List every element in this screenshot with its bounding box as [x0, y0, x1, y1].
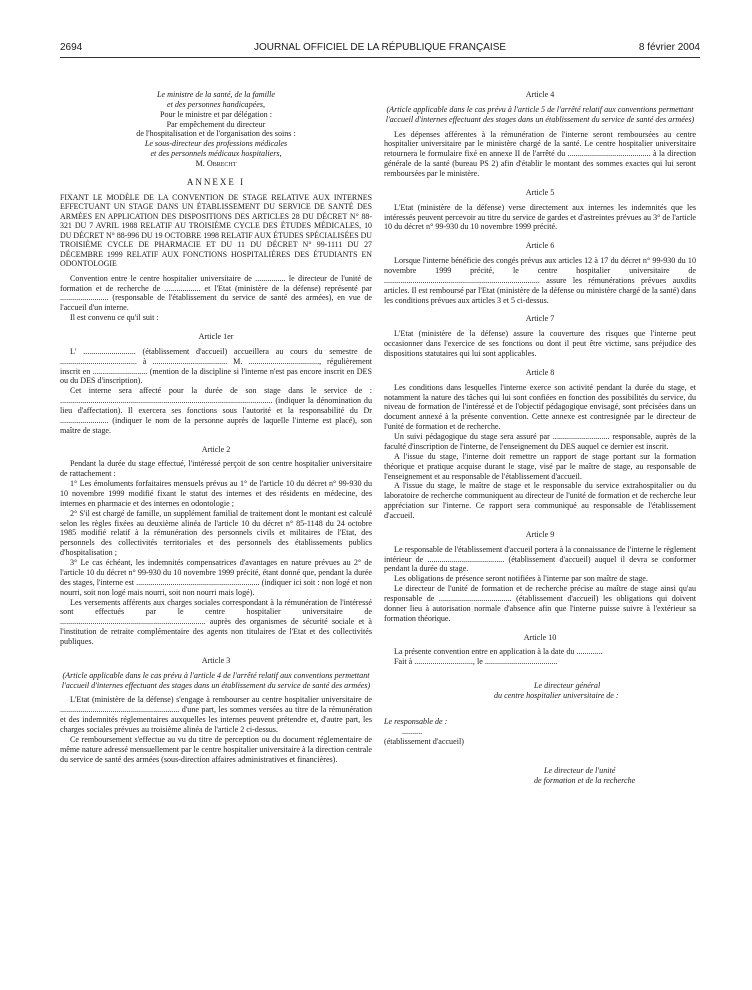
article-title: Article 5 [525, 187, 555, 197]
paragraph: Il est convenu ce qu'il suit : [70, 313, 159, 323]
signature-line: Le sous-directeur des professions médicales [144, 139, 288, 149]
paragraph: Les dépenses afférentes à la rémunération de l'interne seront remboursées au centre hospitalier universitaire par le ministère chargé de la santé. Le centre hospitalier universitaire retournera le formulaire fixé en annexe II de l'arrêté du ......................................... à la direction générale de la santé (bureau PS 2) afin d'établir le montant des sommes exactes qui lui seront remboursées par le ministère. [384, 129, 696, 179]
paragraph: L'Etat (ministère de la défense) s'engage à rembourser au centre hospitalier universitaire de ........................................................... d'une part, les sommes versées au titre de la rémunération et des indemnités réglementaires auxquelles les internes peuvent prétendre et, d'autre part, les charges sociales prévues au troisième alinéa de l'article 2 ci-dessus. [60, 695, 372, 734]
paragraph: L'Etat (ministère de la défense) verse directement aux internes les indemnités que les intéressés peuvent percevoir au titre du service de gardes et d'astreintes prévues au 3° de l'article 10 du décret n° 99-930 du 10 novembre 1999 précité. [384, 202, 697, 232]
signature-line: Pour le ministre et par délégation : [160, 109, 272, 119]
header-rule [60, 57, 700, 58]
paragraph: 1° Les émoluments forfaitaires mensuels prévus au 1° de l'article 10 du décret n° 99-930 du 10 novembre 1999 modifié fixant le statut des internes et des résidents en médecine, des internes en pharmacie et des internes en odontologie ; [60, 479, 372, 508]
paragraph: Ce remboursement s'effectue au vu du titre de perception ou du document réglementaire de même nature adressé mensuellement par le centre hospitalier universitaire à la direction centrale du service de santé des armées (sous-direction affaires administratives et financières). [60, 734, 372, 764]
annexe-title: FIXANT LE MODÈLE DE LA CONVENTION DE STAGE RELATIVE AUX INTERNES EFFECTUANT UN STAGE DANS UN ÉTABLISSEMENT DU SERVICE DE SANTÉ DES ARMÉES EN APPLICATION DES DISPOSITIONS DES ARTICLES 28 DU DÉCRET N° 88-321 DU 7 AVRIL 1988 RELATIF AU TROISIÈME CYCLE DES ÉTUDES MÉDICALES, 10 DU DÉCRET N° 88-996 DU 19 OCTOBRE 1998 RELATIF AUX ÉTUDES SPÉCIALISÉES DU TROISIÈME CYCLE DE PHARMACIE ET DU 11 DU DÉCRET N° 99-1111 DU 27 DÉCEMBRE 1999 RELATIF AUX FONCTIONS HOSPITALIÈRES DES ÉTUDIANTS EN ODONTOLOGIE [60, 192, 372, 269]
signature-line: Par empêchement du directeur [166, 119, 266, 129]
signature-line: Le responsable de : [384, 716, 448, 726]
signature-line: du centre hospitalier universitaire de : [494, 690, 619, 700]
right-column [384, 90, 696, 786]
signature-line: Le directeur général [534, 681, 601, 691]
signatory-name: M. Obrecht [195, 159, 237, 169]
article-title: Article 9 [525, 529, 555, 539]
article-title: Article 8 [525, 367, 555, 377]
page-header [60, 42, 700, 56]
paragraph: Pendant la durée du stage effectué, l'intéressé perçoit de son centre hospitalier universitaire de rattachement : [60, 459, 372, 479]
article-title: Article 7 [525, 314, 555, 324]
paragraph: Un suivi pédagogique du stage sera assuré par ............................ responsable, auprès de la faculté d'inscription de l'interne, de l'enseignement du DES auquel ce dernier est inscrit. [384, 432, 696, 451]
article-title: Article 4 [525, 90, 555, 99]
signature-line: et des personnes handicapées, [166, 99, 265, 109]
signature-blank: .......... [402, 726, 423, 736]
article-title: Article 10 [523, 632, 557, 642]
signature-line: (établissement d'accueil) [384, 736, 464, 746]
journal-title: JOURNAL OFFICIEL DE LA RÉPUBLIQUE FRANÇAISE [253, 42, 507, 53]
paragraph: Cet interne sera affecté pour la durée de son stage dans le service de : ......................................................................................................... (indiquer la dénomination du lieu d'affectation). Il exercera ses fonctions sous l'autorité et la responsabilité du Dr ........................ (indiquer le nom de la personne auprès de laquelle l'interne est placé), son maître de stage. [60, 386, 372, 435]
paragraph: Les conditions dans lesquelles l'interne exerce son activité pendant la durée du stage, et notamment la nature des tâches qui lui sont confiées en fonction des possibilités du service, du niveau de formation de l'intéressé et de l'objectif pédagogique envisagé, sont précisées dans un document annexé à la présente convention. Cette annexe est contresignée par le directeur de l'unité de formation et de recherche. [384, 382, 696, 432]
paragraph: Les versements afférents aux charges sociales correspondant à la rémunération de l'intéressé sont effectués par le centre hospitalier universitaire de ........................................................................ auprès des organismes de sécurité sociale et à l'institution de retraite complémentaire des agents non titulaires de l'Etat et des collectivités publiques. [60, 597, 372, 646]
left-column [60, 90, 372, 764]
paragraph: L'Etat (ministère de la défense) assure la couverture des risques que l'interne peut occasionner dans l'exercice de ses fonctions ou dont il peut être victime, sans préjudice des dispositions statutaires qui lui sont applicables. [384, 329, 696, 359]
paragraph: A l'issue du stage, l'interne doit remettre un rapport de stage portant sur la formation théorique et pratique acquise durant le stage, visé par le maître de stage, au responsable de l'enseignement et au responsable de l'établissement d'accueil. [384, 451, 696, 481]
article-title: Article 3 [201, 655, 231, 665]
paragraph: Le responsable de l'établissement d'accueil portera à la connaissance de l'interne le règlement intérieur de ...................................... (établissement d'accueil) auquel il devra se conformer pendant la durée du stage. [384, 544, 696, 574]
paragraph: Convention entre le centre hospitalier universitaire de ............... le directeur de l'unité de formation et de recherche de .................. et l'Etat (ministère de la défense) représenté par ........................ (responsable de l'établissement du service de santé des armées), en vue de l'accueil d'un interne. [60, 273, 372, 313]
paragraph: A l'issue du stage, le maître de stage et le responsable du service extrahospitalier ou du laboratoire de recherche communiquent au directeur de l'unité de formation et de recherche leur appréciation sur l'interne. Ce rapport sera communiqué au responsable de l'établissement d'accueil. [384, 481, 696, 520]
article-note: (Article applicable dans le cas prévu à l'article 4 de l'arrêté relatif aux conventions permettant l'accueil d'internes effectuant des stages dans un établissement du service de santé des armées) [61, 670, 371, 690]
paragraph: La présente convention entre en application à la date du ............. [394, 647, 603, 657]
paragraph: L' .......................... (établissement d'accueil) accueillera au cours du semestre de ...................................... à ..................................... M. ..................................., régulièrement inscrit en ........................... (mention de la discipline si l'interne n'est pas encore inscrit en DES ou du DES d'inscription). [60, 346, 372, 386]
signature-line: et des personnels médicaux hospitaliers, [150, 149, 282, 159]
signature-line: de l'hospitalisation et de l'organisation des soins : [136, 129, 296, 139]
signature-line: Le ministre de la santé, de la famille [157, 90, 275, 99]
signature-line: Le directeur de l'unité [544, 766, 616, 776]
paragraph: Le directeur de l'unité de formation et de recherche précise au maître de stage ainsi qu'au responsable de .................................... (établissement d'accueil) les obligations qui doivent donner lieu à autorisation normale d'absence afin que l'interne puisse suivre à l'extérieur sa formation théorique. [384, 584, 696, 623]
article-title: Article 2 [201, 444, 231, 454]
article-title: Article 6 [525, 241, 555, 251]
signature-line: de formation et de la recherche [534, 776, 636, 786]
paragraph: Fait à ............................., le .................................... [394, 657, 558, 667]
article-note: (Article applicable dans le cas prévu à l'article 5 de l'arrêté relatif aux conventions permettant l'accueil d'internes effectuant des stages dans un établissement du service de santé des armées) [385, 104, 695, 124]
issue-date: 8 février 2004 [638, 42, 700, 53]
paragraph: 3° Le cas échéant, les indemnités compensatrices d'avantages en nature prévues au 2° de l'article 10 du décret n° 99-930 du 10 novembre 1999 précité, étant donné que, pendant la durée des stages, l'interne est ............................................................. (indiquer ici soit : non logé et non nourri, soit non logé mais nourri, soit non nourri mais logé). [60, 558, 372, 597]
page-number: 2694 [60, 42, 83, 53]
paragraph: Les obligations de présence seront notifiées à l'interne par son maître de stage. [394, 574, 648, 584]
paragraph: Lorsque l'interne bénéficie des congés prévus aux articles 12 à 17 du décret n° 99-930 du 10 novembre 1999 précité, le centre hospitalier universitaire de ............................................................................. assure les rémunérations prévues auxdits articles. Il est remboursé par l'Etat (ministère de la défense ou ministère chargé de la santé) dans les conditions prévues aux articles 3 et 5 ci-dessus. [384, 256, 696, 305]
annexe-heading: ANNEXE I [186, 176, 246, 187]
paragraph: 2° S'il est chargé de famille, un supplément familial de traitement dont le montant est calculé selon les règles fixées au deuxième alinéa de l'article 10 du décret n° 85-1148 du 24 octobre 1985 modifié relatif à la rémunération des personnels civils et militaires de l'Etat, des personnels des collectivités territoriales et des personnels des établissements publics d'hospitalisation ; [60, 508, 372, 558]
article-title: Article 1er [198, 332, 234, 342]
